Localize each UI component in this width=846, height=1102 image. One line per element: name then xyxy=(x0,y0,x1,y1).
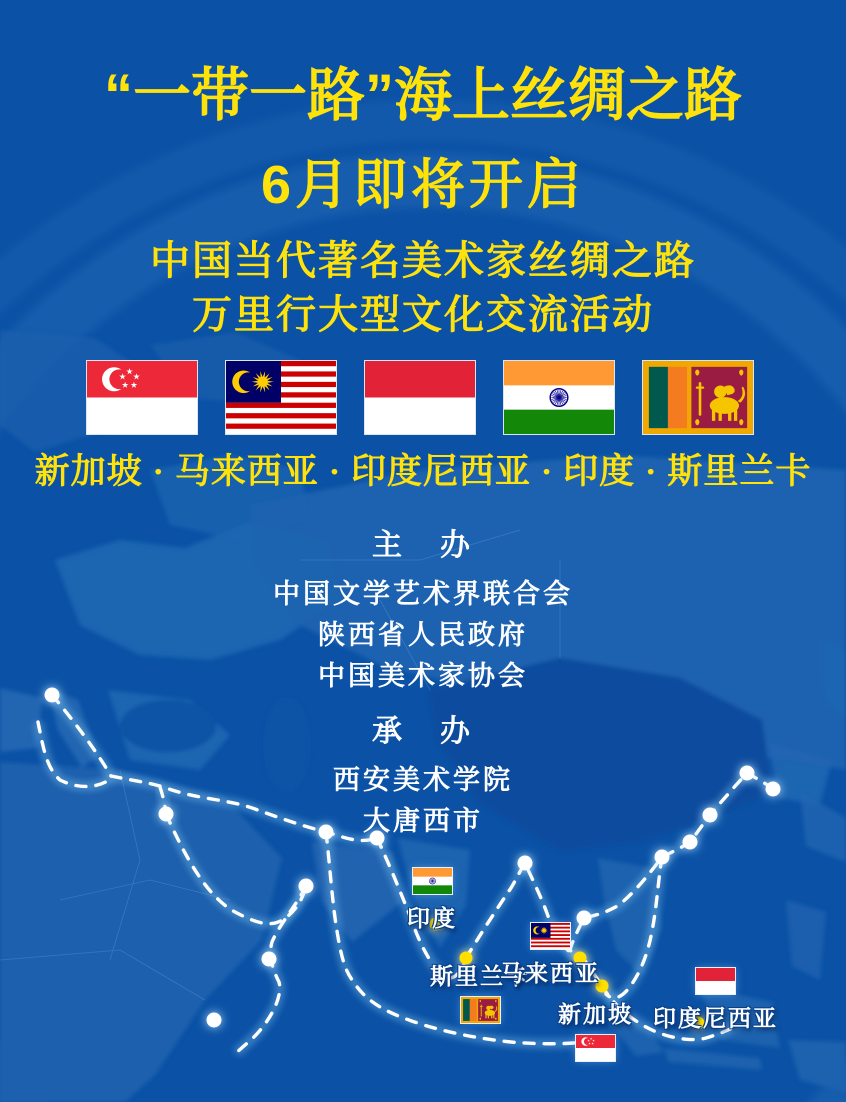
malaysia-flag-icon xyxy=(226,361,336,434)
indonesia-mini-flag-icon xyxy=(696,968,735,994)
poster-subtitle-line2: 万里行大型文化交流活动 xyxy=(192,292,654,337)
route-waypoint-dot xyxy=(299,879,314,894)
undertaker-label: 承 办 xyxy=(372,715,474,748)
india-flag-icon xyxy=(504,361,614,434)
map-stop-singapore xyxy=(558,996,633,1061)
malaysia-mini-flag-icon xyxy=(531,923,570,949)
sri-lanka-flag-icon xyxy=(643,361,753,434)
host-item: 中国文学艺术界联合会 xyxy=(273,579,573,609)
poster-subtitle-line1: 中国当代著名美术家丝绸之路 xyxy=(150,238,696,283)
route-waypoint-dot xyxy=(207,1013,222,1028)
countries-line: 新加坡 · 马来西亚 · 印度尼西亚 · 印度 · 斯里兰卡 xyxy=(34,452,812,491)
map-stop-label: 马来西亚 xyxy=(500,960,600,986)
poster-title-line2: 6月即将开启 xyxy=(260,155,586,215)
map-stop-label: 斯里兰卡 xyxy=(430,963,530,989)
map-stop-label: 新加坡 xyxy=(558,1001,633,1027)
undertaker-item: 大唐西市 xyxy=(363,806,483,836)
organizers-block xyxy=(0,520,846,849)
singapore-flag-icon xyxy=(87,361,197,434)
sri-lanka-mini-flag-icon xyxy=(461,997,500,1023)
route-waypoint-dot xyxy=(518,856,533,871)
poster-title-line1: “一带一路”海上丝绸之路 xyxy=(103,63,742,128)
india-mini-flag-icon xyxy=(413,868,452,894)
singapore-mini-flag-icon xyxy=(576,1035,615,1061)
map-stop-indonesia xyxy=(653,968,778,1033)
route-waypoint-dot xyxy=(655,850,670,865)
flag-row xyxy=(87,361,759,434)
indonesia-flag-icon xyxy=(365,361,475,434)
host-label: 主 办 xyxy=(372,529,474,562)
host-item: 陕西省人民政府 xyxy=(318,620,528,650)
map-stop-label: 印度尼西亚 xyxy=(653,1005,778,1031)
undertaker-item: 西安美术学院 xyxy=(333,765,513,795)
map-stop-malaysia xyxy=(500,923,600,988)
host-item: 中国美术家协会 xyxy=(318,661,528,691)
route-waypoint-dot xyxy=(262,952,277,967)
map-stop-label: 印度 xyxy=(407,905,457,931)
map-stop-india xyxy=(407,868,457,933)
